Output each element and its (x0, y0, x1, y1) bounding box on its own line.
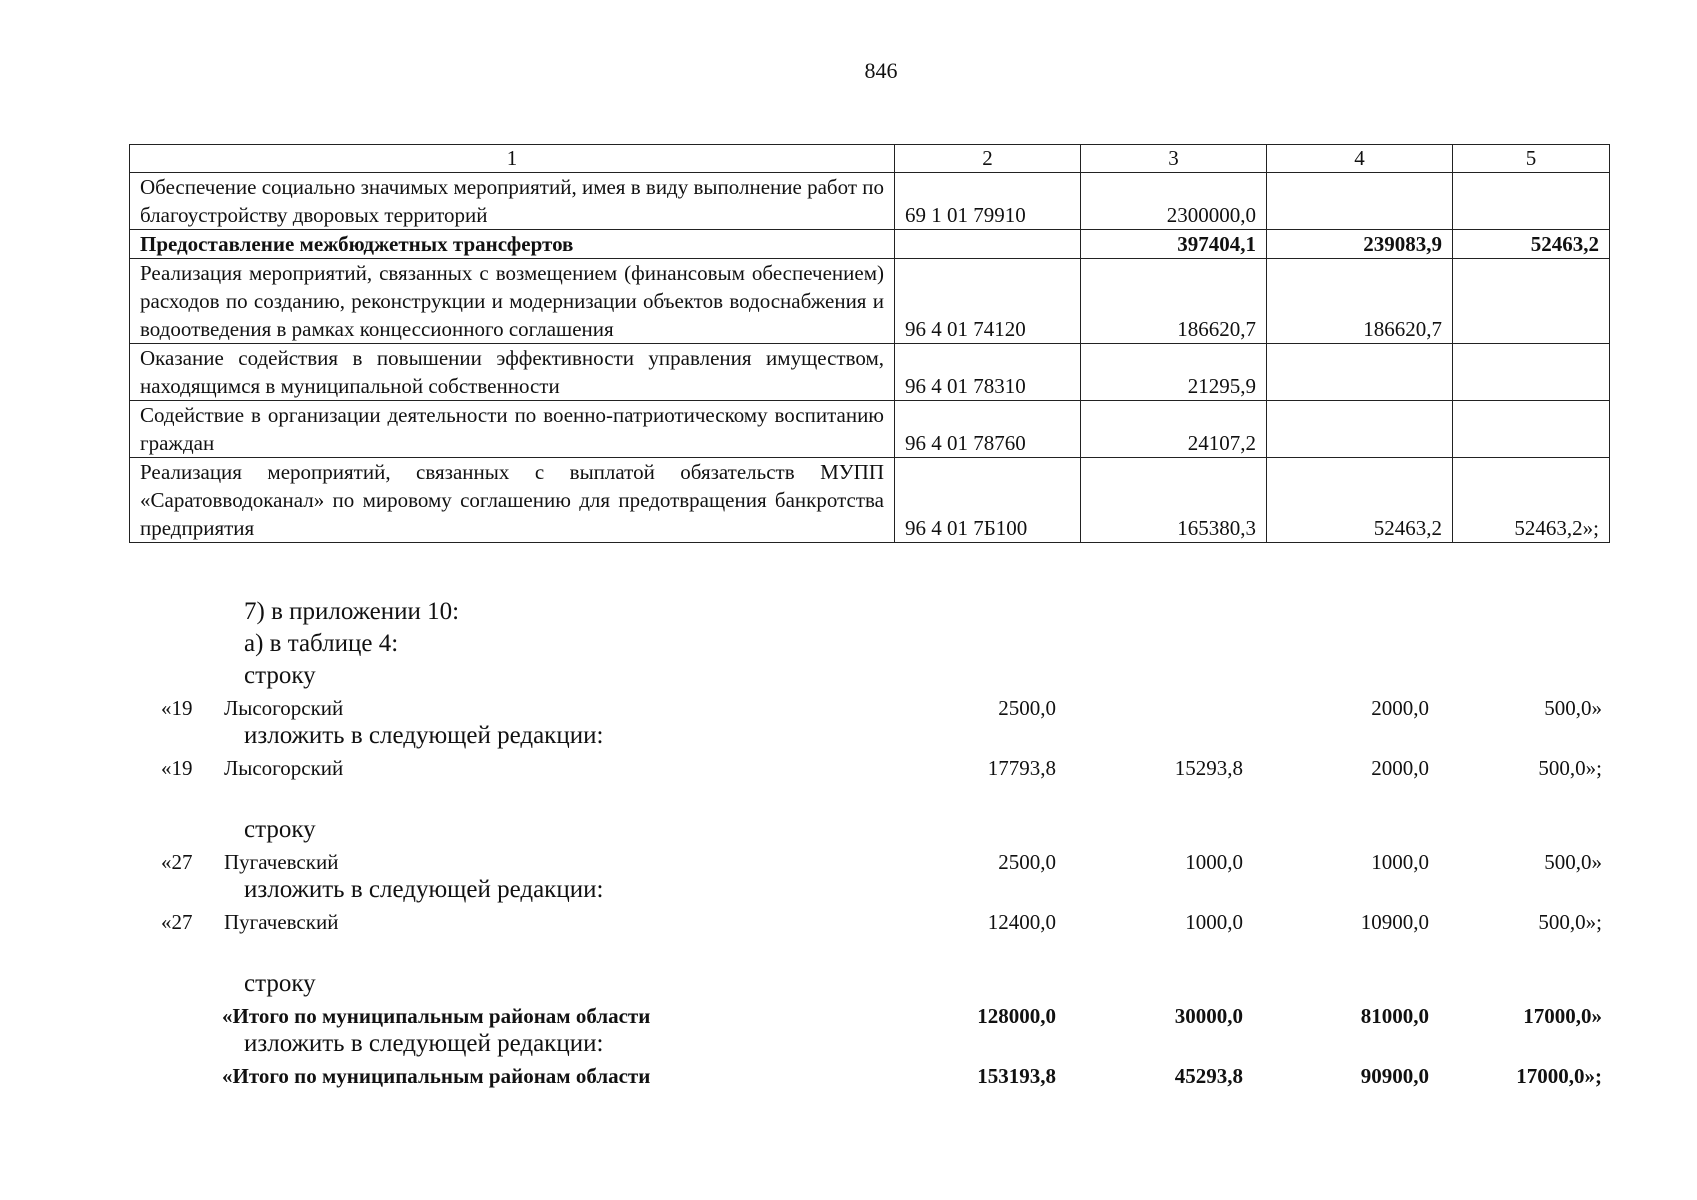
row-value-5 (1453, 401, 1610, 458)
table-row (130, 173, 1610, 230)
header-col-3: 3 (1081, 145, 1267, 173)
item-7-heading: 7) в приложении 10: (244, 598, 460, 625)
amend-row-col2: 12400,0 (987, 910, 1056, 934)
amend-row-col3: 1000,0 (1185, 850, 1243, 874)
row-value-4 (1267, 344, 1453, 401)
header-col-5: 5 (1453, 145, 1610, 173)
row-code: 69 1 01 79910 (895, 173, 1081, 230)
row-value-4: 239083,9 (1267, 230, 1453, 259)
row-value-4 (1267, 173, 1453, 230)
stroku-label: строку (244, 662, 316, 689)
table-row (130, 344, 1610, 401)
total-row-col2: 153193,8 (977, 1064, 1056, 1088)
row-value-3: 165380,3 (1081, 458, 1267, 543)
row-value-4 (1267, 401, 1453, 458)
amend-row-col4: 2000,0 (1371, 696, 1429, 720)
row-description: Реализация мероприятий, связанных с выплатой обязательств МУПП «Саратовводоканал» по мировому соглашению для предотвращения банкротства предприятия (130, 458, 895, 543)
amend-row-col5: 500,0»; (1538, 910, 1602, 934)
row-value-5: 52463,2 (1453, 230, 1610, 259)
row-description: Содействие в организации деятельности по военно-патриотическому воспитанию граждан (130, 401, 895, 458)
row-code: 96 4 01 7Б100 (895, 458, 1081, 543)
amend-row-col3: 15293,8 (1174, 756, 1243, 780)
table-row (130, 230, 1610, 259)
total-row-name: «Итого по муниципальным районам области (222, 1064, 651, 1088)
amend-row-col5: 500,0»; (1538, 756, 1602, 780)
row-value-3: 2300000,0 (1081, 173, 1267, 230)
total-row-col4: 81000,0 (1360, 1004, 1429, 1028)
amend-row-col3: 1000,0 (1185, 910, 1243, 934)
amend-row-name: Лысогорский (224, 696, 344, 720)
budget-table (129, 144, 1610, 543)
amend-row-col2: 2500,0 (998, 696, 1056, 720)
row-description: Реализация мероприятий, связанных с возмещением (финансовым обеспечением) расходов по созданию, реконструкции и модернизации объектов водоснабжения и водоотведения в рамках концессионного соглашения (130, 259, 895, 344)
row-description: Оказание содействия в повышении эффективности управления имуществом, находящимся в муниципальной собственности (130, 344, 895, 401)
izlozhit-label: изложить в следующей редакции: (244, 1030, 604, 1057)
header-col-4: 4 (1267, 145, 1453, 173)
amend-row-col2: 2500,0 (998, 850, 1056, 874)
row-description: Предоставление межбюджетных трансфертов (130, 230, 895, 259)
izlozhit-label: изложить в следующей редакции: (244, 722, 604, 749)
total-row-col5: 17000,0» (1523, 1004, 1602, 1028)
amend-row-col2: 17793,8 (987, 756, 1056, 780)
row-value-3: 21295,9 (1081, 344, 1267, 401)
header-col-1: 1 (130, 145, 895, 173)
row-value-5 (1453, 173, 1610, 230)
amend-row-number: «27 (161, 910, 193, 934)
row-value-4: 52463,2 (1267, 458, 1453, 543)
table-header-row (130, 145, 1610, 173)
row-code (895, 230, 1081, 259)
row-value-5: 52463,2»; (1453, 458, 1610, 543)
total-row-col2: 128000,0 (977, 1004, 1056, 1028)
total-row-col3: 30000,0 (1174, 1004, 1243, 1028)
row-value-3: 24107,2 (1081, 401, 1267, 458)
total-row-name: «Итого по муниципальным районам области (222, 1004, 651, 1028)
row-value-4: 186620,7 (1267, 259, 1453, 344)
table-row (130, 401, 1610, 458)
row-code: 96 4 01 78760 (895, 401, 1081, 458)
amend-row-col4: 10900,0 (1360, 910, 1429, 934)
item-a-heading: а) в таблице 4: (244, 630, 399, 657)
stroku-label: строку (244, 816, 316, 843)
amend-row-col4: 2000,0 (1371, 756, 1429, 780)
amend-row-number: «19 (161, 696, 193, 720)
amend-row-col5: 500,0» (1544, 696, 1602, 720)
stroku-label: строку (244, 970, 316, 997)
row-value-5 (1453, 344, 1610, 401)
total-row-col3: 45293,8 (1174, 1064, 1243, 1088)
amend-row-number: «19 (161, 756, 193, 780)
izlozhit-label: изложить в следующей редакции: (244, 876, 604, 903)
row-value-3: 186620,7 (1081, 259, 1267, 344)
row-value-5 (1453, 259, 1610, 344)
table-row (130, 259, 1610, 344)
amend-row-number: «27 (161, 850, 193, 874)
total-row-col5: 17000,0»; (1516, 1064, 1602, 1088)
amend-row-name: Пугачевский (224, 850, 339, 874)
row-description: Обеспечение социально значимых мероприятий, имея в виду выполнение работ по благоустройству дворовых территорий (130, 173, 895, 230)
amend-row-col4: 1000,0 (1371, 850, 1429, 874)
page-number: 846 (864, 58, 898, 83)
row-code: 96 4 01 78310 (895, 344, 1081, 401)
table-row (130, 458, 1610, 543)
amend-row-col5: 500,0» (1544, 850, 1602, 874)
row-value-3: 397404,1 (1081, 230, 1267, 259)
amend-row-name: Пугачевский (224, 910, 339, 934)
row-code: 96 4 01 74120 (895, 259, 1081, 344)
total-row-col4: 90900,0 (1360, 1064, 1429, 1088)
amend-row-name: Лысогорский (224, 756, 344, 780)
header-col-2: 2 (895, 145, 1081, 173)
